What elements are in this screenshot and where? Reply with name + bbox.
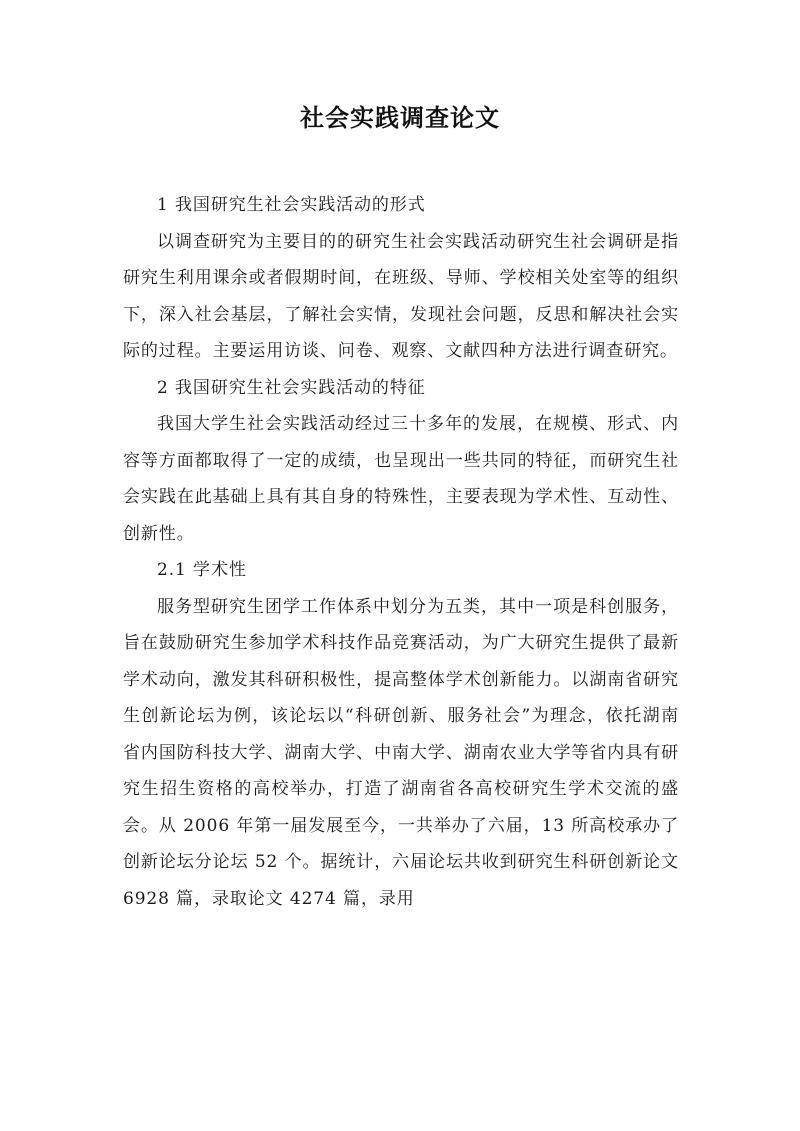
section-heading-2: 2 我国研究生社会实践活动的特征 [157,377,426,398]
section-heading-2-1: 2.1 学术性 [157,560,247,580]
section-heading-1: 1 我国研究生社会实践活动的形式 [157,195,426,215]
document-title: 社会实践调查论文 [300,104,500,132]
paragraph-2: 我国大学生社会实践活动经过三十多年的发展，在规模、形式、内容等方面都取得了一定的成绩，也呈现出一些共同的特征，而研究生社会实践在此基础上具有其自身的特殊性，主要表现为学术性、互动性、创新性。 [123,414,679,544]
paragraph-1: 以调查研究为主要目的的研究生社会实践活动研究生社会调研是指研究生利用课余或者假期时间，在班级、导师、学校相关处室等的组织下，深入社会基层，了解社会实情，发现社会问题，反思和解决社会实际的过程。主要运用访谈、问卷、观察、文献四种方法进行调查研究。 [123,231,679,361]
paragraph-3: 服务型研究生团学工作体系中划分为五类，其中一项是科创服务，旨在鼓励研究生参加学术科技作品竞赛活动，为广大研究生提供了最新学术动向，激发其科研积极性，提高整体学术创新能力。以湖南省研究生创新论坛为例，该论坛以“科研创新、服务社会”为理念，依托湖南省内国防科技大学、湖南大学、中南大学、湖南农业大学等省内具有研究生招生资格的高校举办，打造了湖南省各高校研究生学术交流的盛会。从 2006 年第一届发展至今，一共举办了六届，13 所高校承办了创新论坛分论坛 52 个。据统计，六届论坛共收到研究生科研创新论文 6928 篇，录取论文 4274 篇，录用 [123,596,679,909]
document-body [123,187,679,917]
